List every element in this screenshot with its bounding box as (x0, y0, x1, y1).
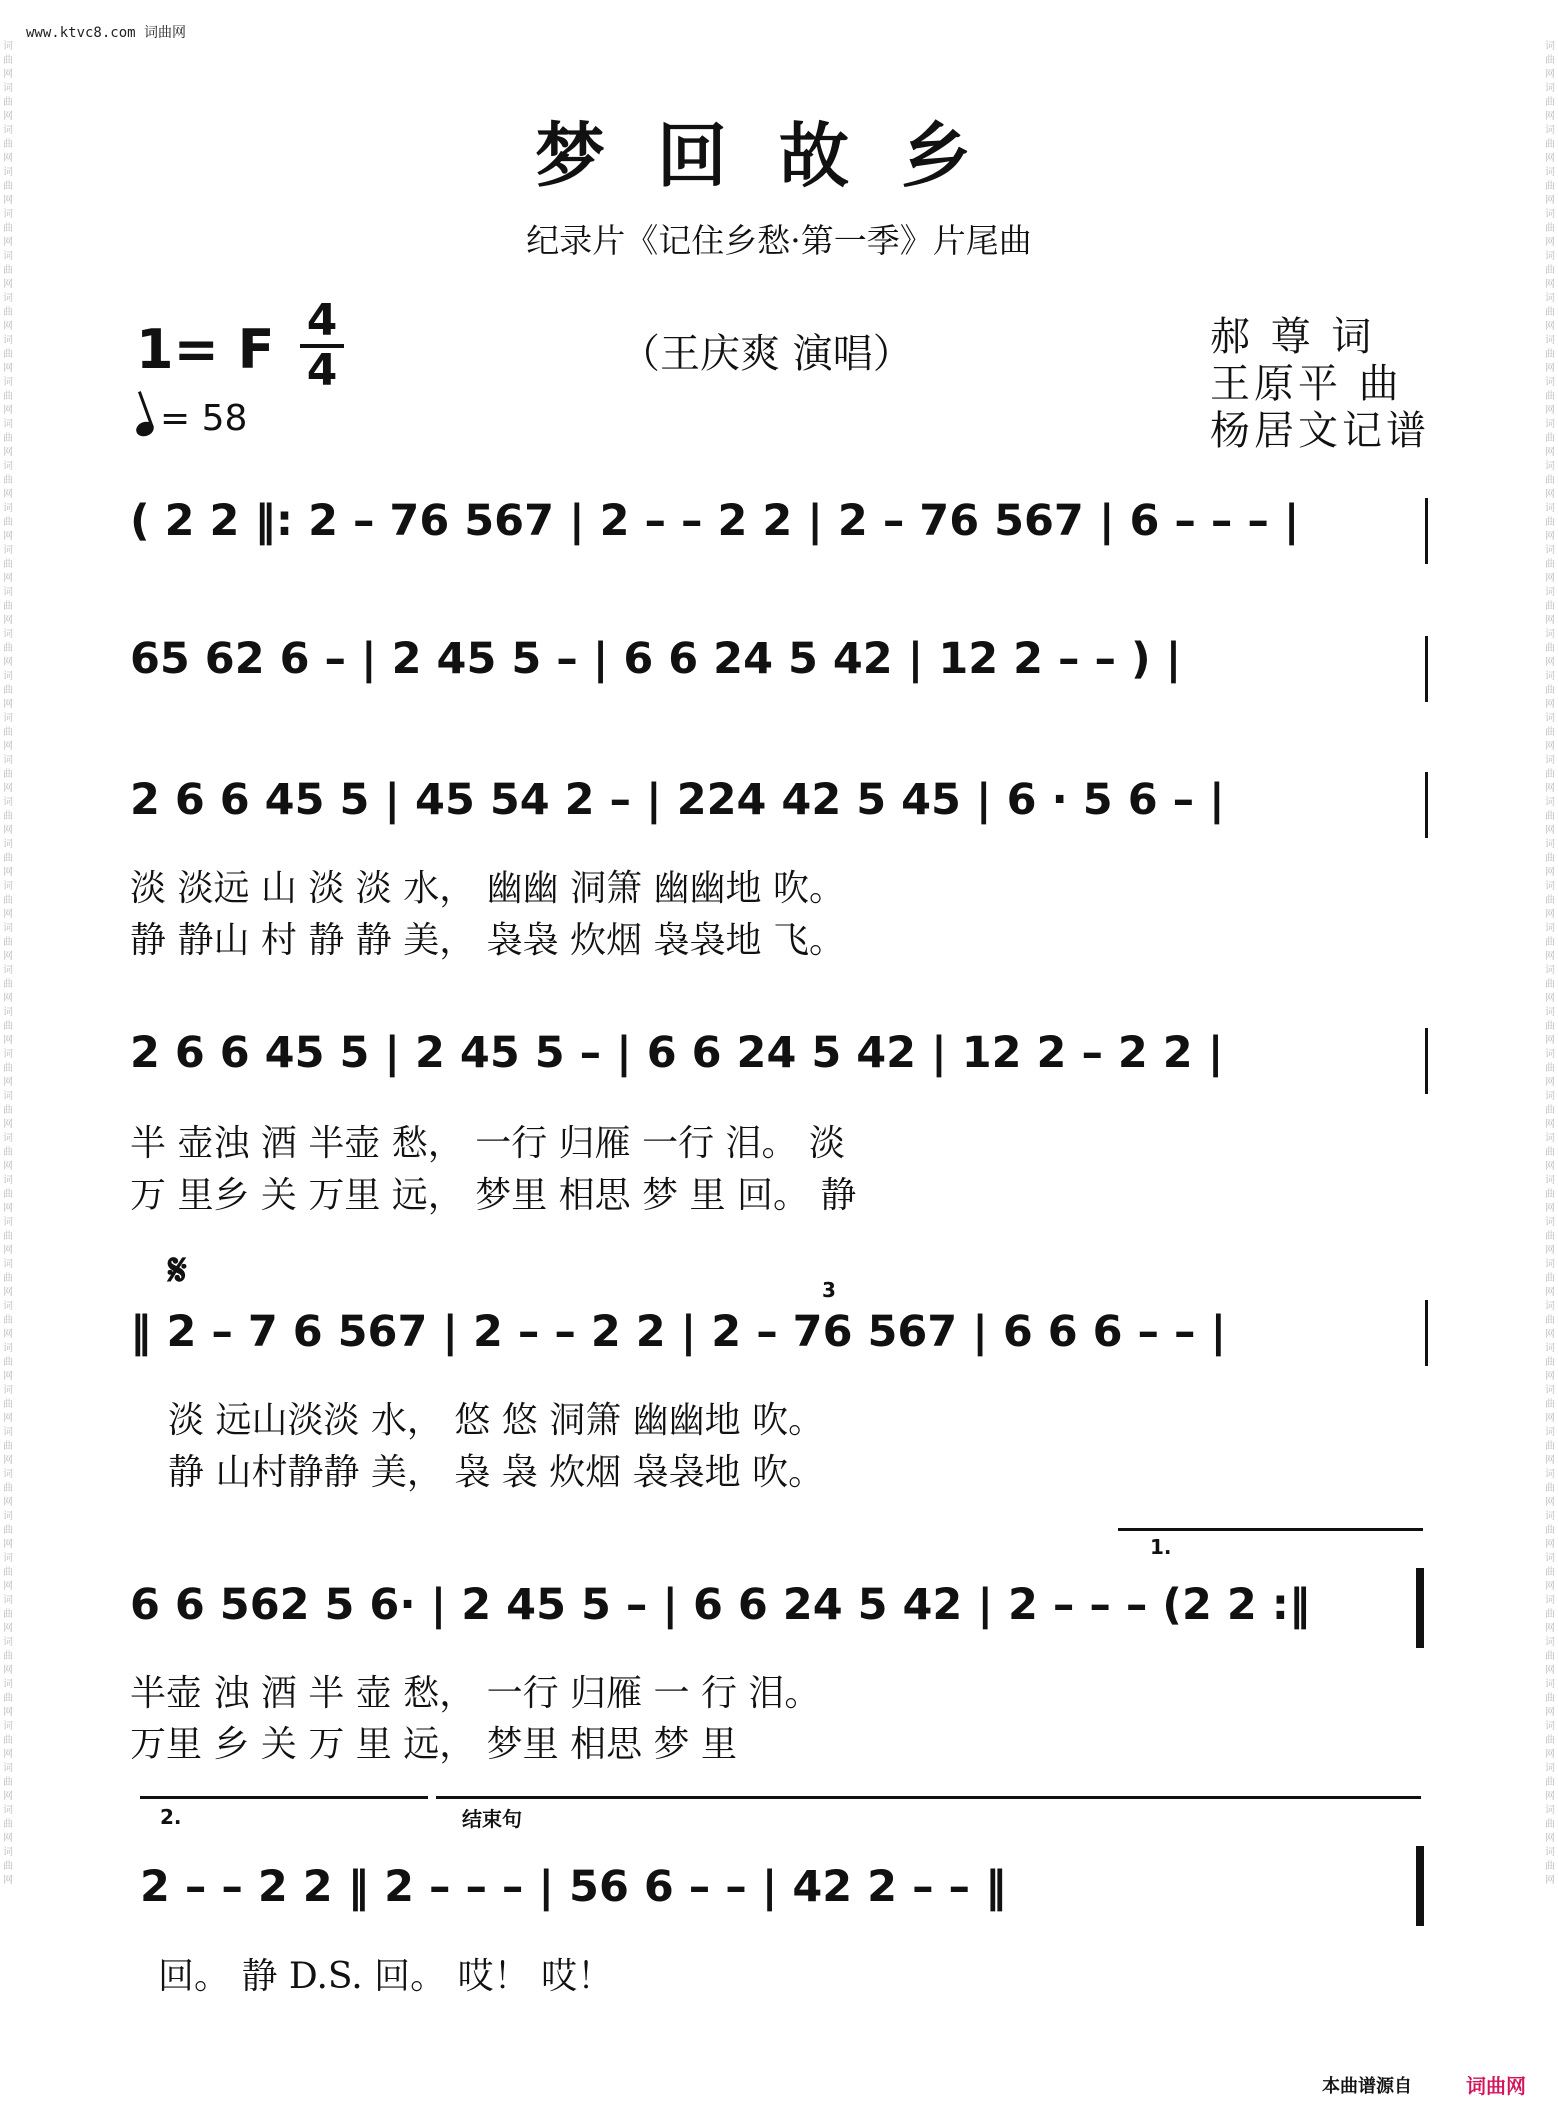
ending-phrase-label: 结束句 (462, 1807, 522, 1831)
barline (1425, 1300, 1428, 1366)
lyric-line-5a: 淡 远山淡淡 水， 悠 悠 洞箫 幽幽地 吹。 (168, 1400, 825, 1441)
tempo-mark (136, 398, 247, 439)
credit-lyricist: 郝 尊 词 (1210, 314, 1376, 360)
segno-mark: 𝄋 (168, 1245, 187, 1296)
time-bottom: 4 (306, 345, 338, 396)
score-line-3: 2 6 6 45 5 | 45 54 2 – | 224 42 5 45 | 6 · 5 6 – | (130, 775, 1225, 825)
barline (1425, 498, 1428, 564)
key-signature: 1= F (136, 318, 275, 381)
side-watermark-right: 词曲网词曲网词曲网词曲网词曲网词曲网词曲网词曲网词曲网词曲网词曲网词曲网词曲网词曲网词曲网词曲网词曲网词曲网词曲网词曲网词曲网词曲网词曲网词曲网词曲网词曲网词曲网词曲网词曲网词曲网词曲网词曲网词曲网词曲网词曲网词曲网词曲网词曲网词曲网词曲网词曲网词曲网词曲网词曲网 (1545, 41, 1555, 1886)
song-subtitle: 纪录片《记住乡愁·第一季》片尾曲 (526, 221, 1032, 260)
lyric-line-4a: 半 壶浊 酒 半壶 愁， 一行 归雁 一行 泪。 淡 (130, 1123, 845, 1164)
score-line-5: ‖ 2 – 7 6 567 | 2 – – 2 2 | 2 – 76 567 | 6 6 6 – – | (130, 1307, 1227, 1357)
triplet-mark: 3 (822, 1278, 836, 1302)
site-label: www.ktvc8.com 词曲网 (26, 25, 187, 41)
score-line-2: 65 62 6 – | 2 45 5 – | 6 6 24 5 42 | 12 2 – – ) | (130, 634, 1182, 684)
lyric-line-6a: 半壶 浊 酒 半 壶 愁， 一行 归雁 一 行 泪。 (130, 1673, 821, 1714)
credit-composer: 王原平 曲 (1210, 361, 1403, 407)
footer-source: 本曲谱源自 (1322, 2076, 1412, 2097)
lyric-line-4b: 万 里乡 关 万里 远， 梦里 相思 梦 里 回。 静 (130, 1175, 857, 1216)
credit-transcriber: 杨居文记谱 (1210, 408, 1430, 454)
score-line-6: 6 6 562 5 6· | 2 45 5 – | 6 6 24 5 42 | 2 – – – (2 2 :‖ (130, 1580, 1311, 1630)
second-ending-mark: 2. (160, 1805, 182, 1829)
side-watermark-left: 词曲网词曲网词曲网词曲网词曲网词曲网词曲网词曲网词曲网词曲网词曲网词曲网词曲网词曲网词曲网词曲网词曲网词曲网词曲网词曲网词曲网词曲网词曲网词曲网词曲网词曲网词曲网词曲网词曲网词曲网词曲网词曲网词曲网词曲网词曲网词曲网词曲网词曲网词曲网词曲网词曲网词曲网词曲网词曲网 (3, 41, 13, 1886)
first-ending-bracket (1118, 1528, 1423, 1531)
barline (1425, 636, 1428, 702)
lyric-line-7a: 回。 静 D.S. 回。 哎！ 哎！ (158, 1956, 614, 1997)
barline (1425, 1028, 1428, 1094)
repeat-end-barline (1416, 1568, 1424, 1648)
first-ending-mark: 1. (1150, 1535, 1172, 1559)
lyric-line-3b: 静 静山 村 静 静 美， 袅袅 炊烟 袅袅地 飞。 (130, 920, 845, 961)
quarter-note-icon (134, 419, 156, 438)
singer: （王庆爽 演唱） (620, 331, 913, 377)
second-ending-bracket (140, 1796, 428, 1799)
score-line-7: 2 – – 2 2 ‖ 2 – – – | 56 6 – – | 42 2 – – ‖ (140, 1862, 1007, 1912)
score-line-4: 2 6 6 45 5 | 2 45 5 – | 6 6 24 5 42 | 12 2 – 2 2 | (130, 1028, 1224, 1078)
footer-brand-link[interactable]: 词曲网 (1466, 2074, 1526, 2098)
score-line-1: ( 2 2 ‖: 2 – 76 567 | 2 – – 2 2 | 2 – 76 567 | 6 – – – | (130, 496, 1300, 546)
lyric-line-6b: 万里 乡 关 万 里 远， 梦里 相思 梦 里 (130, 1724, 737, 1765)
tempo-value: = 58 (160, 398, 248, 439)
time-top: 4 (306, 295, 338, 346)
lyric-line-3a: 淡 淡远 山 淡 淡 水， 幽幽 洞箫 幽幽地 吹。 (130, 868, 845, 909)
time-signature (300, 295, 344, 396)
song-title: 梦回故乡 (535, 114, 1023, 197)
barline (1425, 772, 1428, 838)
final-barline (1416, 1846, 1424, 1926)
lyric-line-5b: 静 山村静静 美， 袅 袅 炊烟 袅袅地 吹。 (168, 1452, 825, 1493)
ending-phrase-bracket (436, 1796, 1421, 1799)
